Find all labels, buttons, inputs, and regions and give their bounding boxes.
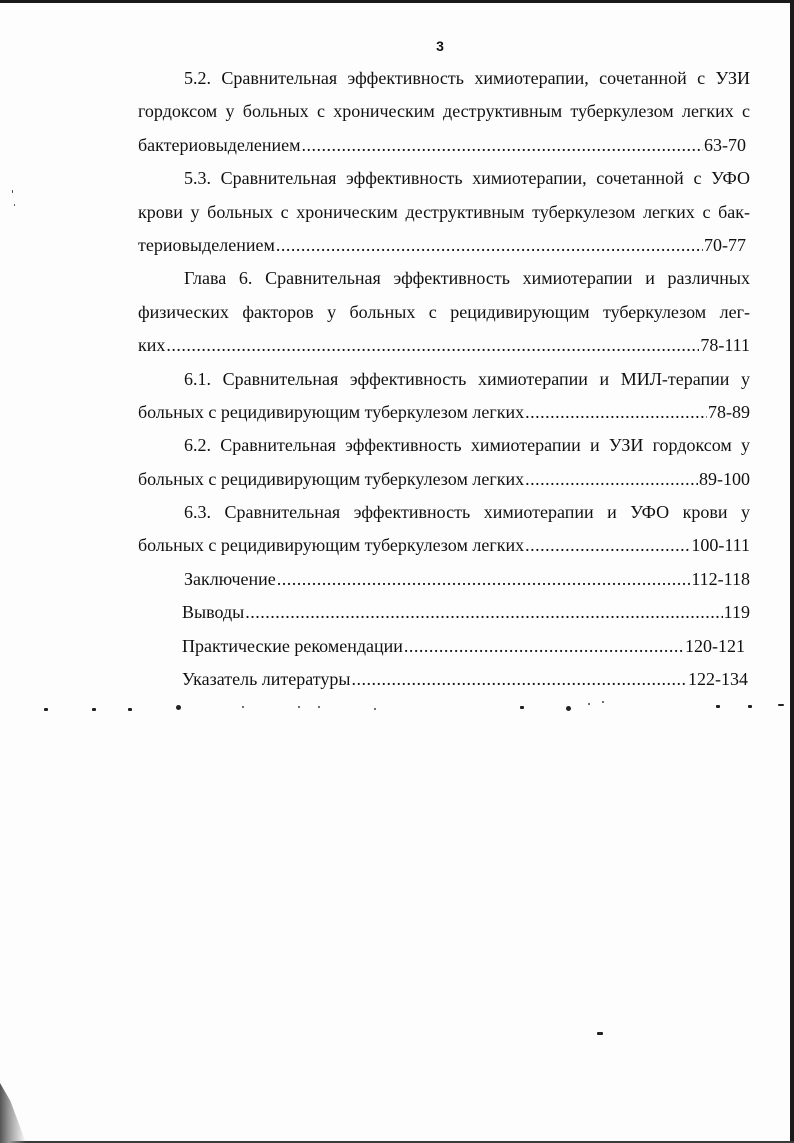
scan-speck — [566, 706, 571, 711]
scan-shadow-corner — [0, 1083, 26, 1143]
scan-speck — [318, 706, 320, 708]
toc-page-range: 89-100 — [699, 468, 750, 489]
table-of-contents — [138, 62, 750, 696]
toc-entry-leader-line — [138, 329, 750, 362]
scan-border-right — [790, 0, 794, 1143]
scan-speck — [44, 708, 48, 711]
toc-page-range: 78-89 — [708, 401, 750, 422]
scan-speck — [716, 705, 720, 708]
toc-entry-text: териовыделением — [138, 234, 275, 255]
toc-page-range: 119 — [723, 602, 750, 623]
toc-entry-line: 6.3. Сравнительная эффективность химиотерапии и УФО крови у — [184, 502, 750, 523]
scan-speck — [176, 705, 181, 710]
toc-entry-text: Практические рекомендации — [182, 635, 403, 656]
toc-page-range: 70-77 — [704, 234, 746, 255]
toc-entry-6-3 — [138, 496, 750, 563]
scan-speck — [520, 706, 524, 709]
scan-border-top — [0, 0, 794, 3]
toc-page-range: 112-118 — [691, 568, 750, 589]
toc-leader-dots — [525, 396, 707, 429]
toc-entry-6-2 — [138, 429, 750, 496]
toc-entry-leader-line — [138, 529, 750, 562]
toc-entry-chapter-6 — [138, 262, 750, 362]
toc-leader-dots — [276, 229, 703, 262]
scan-speck — [597, 1032, 603, 1035]
scan-speck — [92, 708, 96, 711]
toc-leader-dots — [302, 129, 703, 162]
toc-entry-5-2 — [138, 62, 750, 162]
toc-entry-leader-line — [138, 229, 746, 262]
scan-speck — [298, 706, 300, 708]
toc-page-range: 122-134 — [688, 669, 748, 690]
toc-entry-text: Выводы — [182, 602, 245, 623]
toc-entry-line: 5.3. Сравнительная эффективность химиотерапии, сочетанной с УФО — [184, 168, 750, 189]
toc-entry-text: Указатель литературы — [182, 669, 351, 690]
toc-entry-6-1 — [138, 363, 750, 430]
toc-leader-dots — [245, 596, 722, 629]
toc-entry-line: гордоксом у больных с хроническим деструктивным туберкулезом легких с — [138, 101, 750, 122]
toc-leader-dots — [166, 329, 699, 362]
toc-entry-text: больных с рецидивирующим туберкулезом легких — [138, 401, 525, 422]
toc-entry-text: ких — [138, 335, 166, 356]
toc-entry-text: бактериовыделением — [138, 134, 301, 155]
scan-speck — [128, 708, 132, 711]
toc-entry-5-3 — [138, 162, 750, 262]
scan-speck — [374, 708, 376, 710]
scan-speck — [14, 204, 15, 206]
scan-speck — [602, 701, 604, 703]
page-number: 3 — [436, 38, 444, 54]
toc-page-range: 78-111 — [700, 335, 750, 356]
toc-leader-dots — [404, 630, 684, 663]
scan-speck — [242, 706, 244, 708]
toc-entry-conclusion — [138, 563, 750, 596]
toc-entry-text: Заключение — [184, 568, 276, 589]
toc-entry-leader-line — [138, 396, 750, 429]
toc-leader-dots — [525, 463, 698, 496]
toc-entry-recommendations — [138, 630, 745, 663]
toc-entry-line: 6.1. Сравнительная эффективность химиотерапии и МИЛ-терапии у — [184, 368, 750, 389]
toc-entry-line: Глава 6. Сравнительная эффективность химиотерапии и различных — [184, 268, 750, 289]
toc-entry-line: крови у больных с хроническим деструктивным туберкулезом легких с бак- — [138, 201, 750, 222]
toc-entry-line: 5.2. Сравнительная эффективность химиотерапии, сочетанной с УЗИ — [184, 68, 750, 88]
toc-leader-dots — [525, 529, 690, 562]
toc-page-range: 100-111 — [691, 535, 750, 556]
toc-entry-references — [138, 663, 748, 696]
toc-entry-text: больных с рецидивирующим туберкулезом легких — [138, 535, 525, 556]
toc-page-range: 63-70 — [704, 134, 746, 155]
scan-speck — [748, 705, 752, 708]
toc-entry-findings — [138, 596, 750, 629]
toc-entry-line: физических факторов у больных с рецидивирующим туберкулезом лег- — [138, 301, 750, 322]
toc-entry-leader-line — [138, 129, 746, 162]
toc-leader-dots — [277, 563, 691, 596]
scan-speck — [778, 704, 784, 706]
scan-speck — [12, 190, 13, 193]
toc-leader-dots — [352, 663, 687, 696]
toc-entry-line: 6.2. Сравнительная эффективность химиотерапии и УЗИ гордоксом у — [184, 435, 750, 456]
scan-speck — [588, 703, 590, 705]
toc-entry-text: больных с рецидивирующим туберкулезом легких — [138, 468, 525, 489]
toc-entry-leader-line — [138, 463, 750, 496]
toc-page-range: 120-121 — [685, 635, 745, 656]
